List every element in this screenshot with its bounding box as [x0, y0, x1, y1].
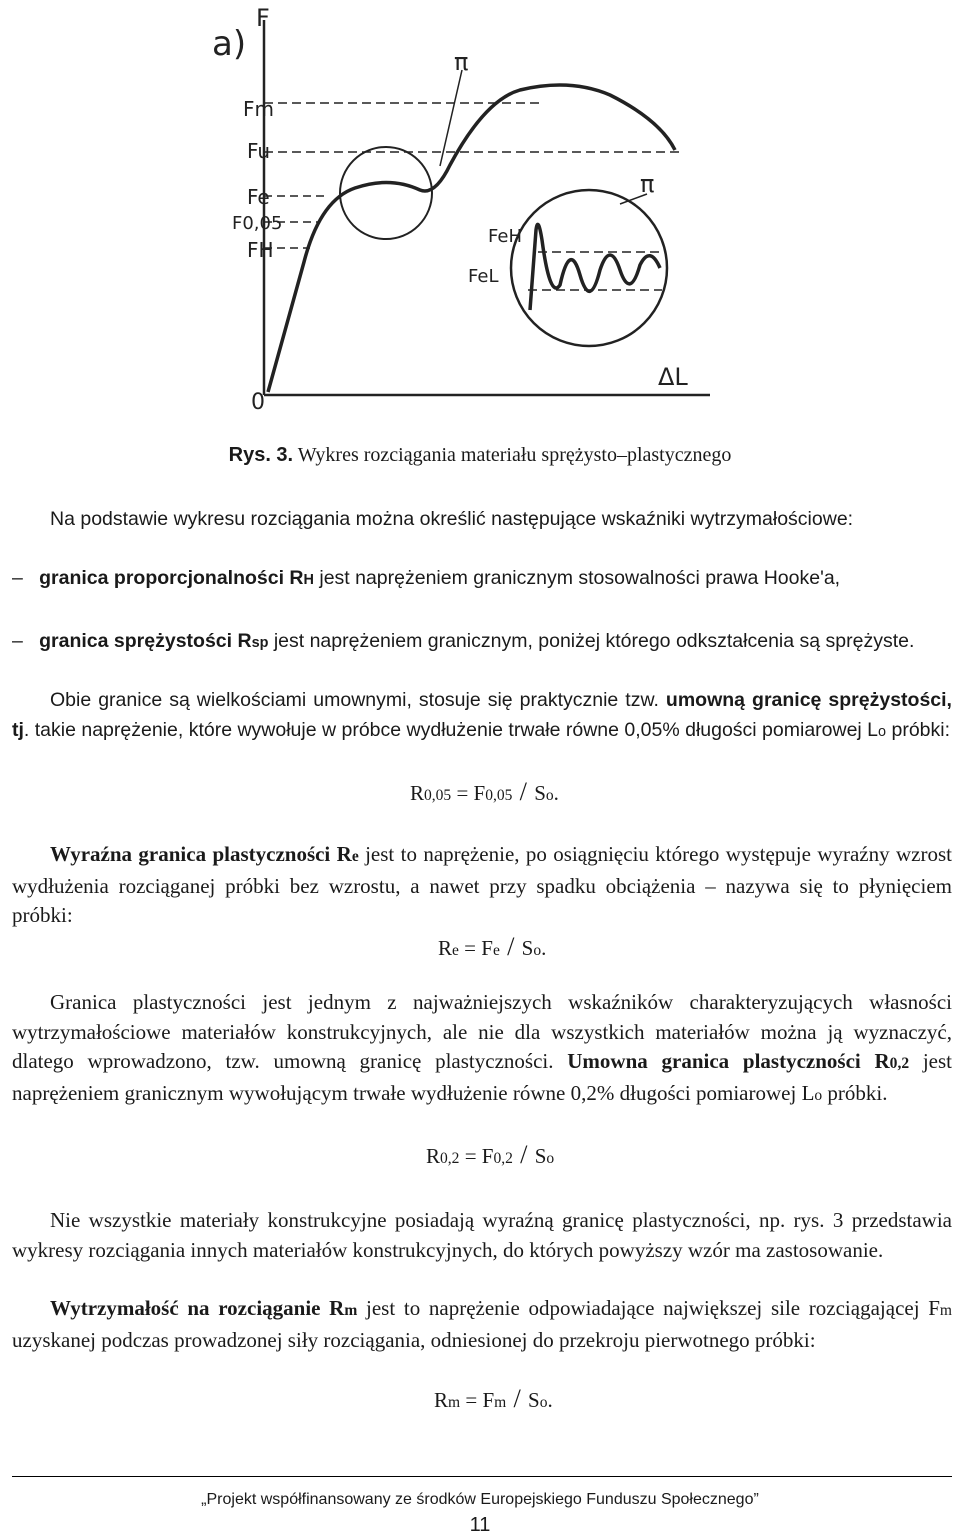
- term-conventional-elasticity: umowną granicę sprężystości, tj: [12, 689, 952, 741]
- label-fel: FeL: [468, 266, 499, 287]
- label-feh: FeH: [488, 226, 522, 247]
- x-axis-label: ΔL: [658, 363, 688, 391]
- formula-r02: R0,2 = F0,2 / So: [426, 1140, 555, 1169]
- y-axis-label: F: [256, 4, 270, 32]
- list-item-elasticity: – granica sprężystości Rsp jest naprężeniem granicznym, poniżej którego odkształcenia są sprężyste.: [12, 630, 915, 652]
- label-fm: Fm: [243, 97, 274, 121]
- caption-text: Wykres rozciągania materiału sprężysto–plastycznego: [293, 444, 732, 466]
- tensile-curve: [268, 85, 675, 392]
- panel-label: a): [212, 24, 247, 64]
- label-fu: Fu: [247, 139, 271, 163]
- formula-re: Re = Fe / So.: [438, 932, 547, 961]
- footer-text: „Projekt współfinansowany ze środków Europejskiego Funduszu Społecznego”: [201, 1491, 759, 1508]
- term-tensile-strength: Wytrzymałość na rozciąganie Rm: [50, 1296, 358, 1320]
- pi-inset-label: π: [640, 170, 655, 198]
- term-proportionality: granica proporcjonalności RH: [39, 567, 314, 589]
- yield-detail-circle: [340, 147, 432, 239]
- intro-paragraph: Na podstawie wykresu rozciągania można określić następujące wskaźniki wytrzymałościowe:: [50, 508, 854, 530]
- paragraph-tensile-strength: Wytrzymałość na rozciąganie Rm jest to naprężenie odpowiadające największej sile rozciągającej Fm uzyskanej podczas prowadzonej siły rozciągania, odniesionej do przekroju pierwotnego próbki:: [12, 1296, 953, 1352]
- footer-divider: [12, 1476, 952, 1477]
- page-number: 11: [469, 1514, 491, 1536]
- paragraph-other-materials: Nie wszystkie materiały konstrukcyjne posiadają wyraźną granicę plastyczności, np. rys. 3 przedstawia wykresy rozciągania innych materiałów konstrukcyjnych, do których powyższy wzór ma zastosowanie.: [12, 1208, 952, 1262]
- term-elasticity: granica sprężystości Rsp: [39, 630, 269, 652]
- formula-r005: R0,05 = F0,05 / So.: [410, 777, 559, 806]
- figure-caption: [0, 444, 960, 467]
- label-fh: FH: [247, 238, 274, 262]
- list-item-proportionality: – granica proporcjonalności RH jest naprężeniem granicznym stosowalności prawa Hooke'a,: [12, 567, 841, 589]
- caption-label: Rys. 3.: [228, 444, 294, 466]
- list-bullet: –: [12, 630, 23, 652]
- paragraph-yield-point: Wyraźna granica plastyczności Re jest to naprężenie, po osiągnięciu którego występuje wyraźny wzrost wydłużenia rozciąganej próbki bez wzrostu, a nawet przy spadku obciążenia – nazywa się to płynięciem próbki:: [12, 842, 952, 927]
- paragraph-conventional-elasticity: Obie granice są wielkościami umownymi, stosuje się praktycznie tzw. umowną granicę sprężystości, tj. takie naprężenie, które wywołuje w próbce wydłużenie trwałe równe 0,05% długości pomiarowej Lo próbki:: [12, 689, 952, 741]
- formula-rm: Rm = Fm / So.: [434, 1384, 553, 1413]
- origin-label: 0: [251, 390, 265, 415]
- label-f005: F0,05: [232, 213, 283, 234]
- inset-curve: [530, 224, 660, 310]
- label-fe: Fe: [247, 185, 270, 209]
- pi-main-label: π: [454, 48, 469, 76]
- tensile-test-diagram: [150, 0, 850, 430]
- term-offset-yield: Umowna granica plastyczności R0,2: [567, 1049, 910, 1073]
- paragraph-offset-yield: Granica plastyczności jest jednym z najważniejszych wskaźników charakteryzujących własności wytrzymałościowe materiałów konstrukcyjnych, ale nie dla wszystkich materiałów można ją wyznaczyć, dlatego wprowadzono, tzw. umowną granicę plastyczności. Umowna granica plastyczności R0,2 jest naprężeniem granicznym wywołującym trwałe wydłużenie równe 0,2% długości pomiarowej Lo próbki.: [12, 990, 953, 1105]
- term-yield-point: Wyraźna granica plastyczności Re: [50, 842, 359, 866]
- list-bullet: –: [12, 567, 23, 589]
